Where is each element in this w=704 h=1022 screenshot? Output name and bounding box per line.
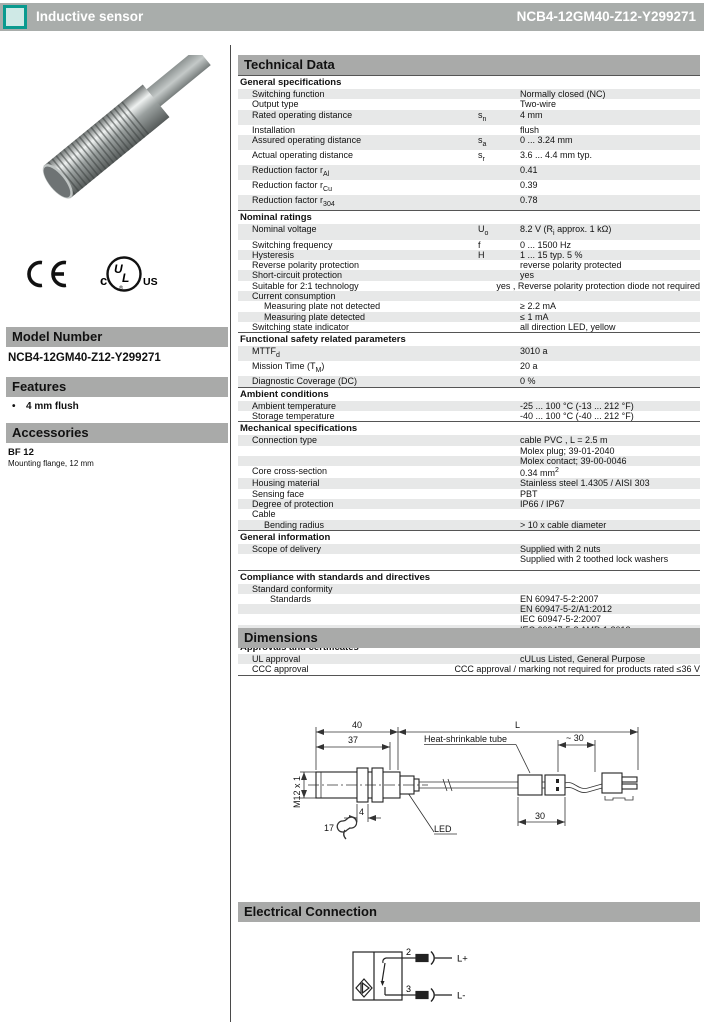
- spec-row-line: Suitable for 2:1 technology yes , Reverse polarity protection diode not required: [252, 280, 700, 291]
- features-header: Features: [6, 377, 228, 397]
- bullet-icon: •: [12, 401, 16, 412]
- l-minus-label: L-: [457, 990, 466, 1002]
- sensor-outline: [308, 768, 637, 802]
- crimp-contact-3: [416, 992, 428, 999]
- svg-text:U: U: [114, 262, 123, 276]
- ul-us-label: US: [143, 276, 158, 288]
- sensor-body: [38, 55, 220, 203]
- dim-4-label: 4: [359, 807, 365, 817]
- accessory-description: Mounting flange, 12 mm: [8, 459, 94, 468]
- cable-end-sleeve: [545, 775, 565, 795]
- pin-2-label: 2: [406, 947, 412, 957]
- l-plus-label: L+: [457, 953, 468, 965]
- spec-row-line: Reduction factor $r_{Cu}$ 0.39: [252, 180, 538, 194]
- spec-row-line: Actual operating distance $s_r$ 3.6 ... 4.4 mm typ.: [252, 150, 593, 163]
- spec-row-line: Core cross-section 0.34 $mm^2$: [252, 466, 559, 479]
- spec-section-header: Compliance with standards and directives: [238, 570, 700, 584]
- spec-row-line: Reverse polarity protection reverse polarity protected: [252, 260, 622, 271]
- spec-section-header: Functional safety related parameters: [238, 332, 700, 346]
- electrical-connection-header: Electrical Connection: [238, 902, 700, 922]
- spec-section-header: Ambient conditions: [238, 387, 700, 401]
- technical-data-section: [238, 55, 700, 676]
- ul-mark-icon: [88, 252, 160, 298]
- dim-m12-label: M12 x 1: [292, 775, 302, 808]
- spec-row-line: $MTTF_d$ 3010 a: [238, 346, 700, 361]
- spec-row-line: Molex contact; 39-00-0046: [238, 456, 700, 466]
- wiring-diagram: [238, 935, 700, 1022]
- spec-row-line: Standards EN 60947-5-2:2007: [270, 593, 599, 604]
- page-title: Inductive sensor: [36, 9, 144, 24]
- model-number-header: Model Number: [6, 327, 228, 347]
- spec-row-line: Short-circuit protection yes: [238, 270, 700, 280]
- model-number-value: NCB4-12GM40-Z12-Y299271: [8, 352, 161, 364]
- dim-17-label: 17: [324, 823, 335, 833]
- spec-row-line: Installation flush: [252, 124, 540, 135]
- wrench-icon: [337, 817, 356, 839]
- dim-30-right-label: ~ 30: [566, 733, 584, 743]
- dim-40-label: 40: [352, 720, 363, 730]
- molex-connector: [602, 773, 622, 793]
- ce-mark-icon: [22, 258, 70, 294]
- crimp-contact-2: [416, 955, 428, 962]
- spec-row-line: Scope of delivery Supplied with 2 nuts: [238, 544, 700, 554]
- dim-30-label: 30: [535, 811, 546, 821]
- dimensions-header: Dimensions: [238, 628, 700, 648]
- spec-row-line: UL approval cULus Listed, General Purpose: [238, 654, 700, 664]
- technical-data-header: Technical Data: [238, 55, 700, 75]
- spec-row-line: Cable: [252, 509, 276, 520]
- svg-text:L: L: [122, 271, 130, 285]
- spec-row-line: Bending radius > 10 x cable diameter: [238, 520, 700, 530]
- column-divider: [230, 45, 231, 1022]
- electrical-connection-section: [238, 902, 700, 922]
- spec-row-line: Output type Two-wire: [252, 99, 557, 110]
- spec-row-line: Ambient temperature -25 ... 100 °C (-13 ... 212 °F): [238, 401, 700, 411]
- led-label: LED: [434, 824, 452, 834]
- ul-c-label: c: [100, 273, 108, 288]
- spec-row-line: Supplied with 2 toothed lock washers: [520, 554, 669, 565]
- spec-row-line: Rated operating distance $s_n$ 4 mm: [238, 110, 700, 125]
- spec-section-header: Mechanical specifications: [238, 421, 700, 435]
- spec-row-line: Switching function Normally closed (NC): [238, 89, 700, 99]
- feature-text: 4 mm flush: [26, 401, 79, 412]
- dimensions-section: [238, 628, 700, 648]
- spec-row-line: Storage temperature -40 ... 100 °C (-40 ... 212 °F): [252, 411, 634, 421]
- spec-row-line: Molex plug; 39-01-2040: [520, 445, 615, 456]
- spec-row-line: IEC 60947-5-2:2007: [520, 614, 602, 625]
- spec-row-line: Diagnostic Coverage (DC) 0 %: [238, 376, 700, 386]
- spec-section-header: General information: [238, 530, 700, 544]
- page-header: [0, 3, 704, 31]
- spec-row-line: Sensing face PBT: [252, 488, 538, 499]
- spec-row-line: Hysteresis H 1 ... 15 typ. 5 %: [238, 250, 700, 260]
- dimension-drawing: [238, 680, 700, 860]
- svg-text:®: ®: [119, 285, 124, 292]
- spec-row-line: Assured operating distance $s_a$ 0 ... 3.24 mm: [238, 135, 700, 150]
- spec-row-line: Mission Time $(T_M)$ 20 a: [252, 361, 538, 375]
- spec-row-line: CCC approval CCC approval / marking not required for products rated ≤36 V: [252, 664, 700, 675]
- spec-row-line: Measuring plate detected ≤ 1 mA: [238, 312, 700, 322]
- spec-row-line: Connection type cable PVC , L = 2.5 m: [238, 435, 700, 445]
- spec-row-line: Housing material Stainless steel 1.4305 / AISI 303: [238, 478, 700, 488]
- spec-row-line: Degree of protection IP66 / IP67: [238, 499, 700, 509]
- dim-37-label: 37: [348, 735, 359, 745]
- header-model-number: NCB4-12GM40-Z12-Y299271: [516, 9, 696, 24]
- spec-section-header: General specifications: [238, 75, 700, 89]
- heat-shrinkable-tube-label: Heat-shrinkable tube: [424, 734, 508, 744]
- spec-row-line: Switching frequency f 0 ... 1500 Hz: [252, 239, 572, 250]
- spec-row-line: Reduction factor $r_{Al}$ 0.41: [238, 165, 700, 180]
- spec-row-line: Measuring plate not detected ≥ 2.2 mA: [264, 301, 556, 312]
- spec-row-line: EN 60947-5-2/A1:2012: [238, 604, 700, 614]
- spec-section-header: Nominal ratings: [238, 210, 700, 224]
- accessory-name: BF 12: [8, 447, 34, 458]
- pin-3-label: 3: [406, 984, 412, 994]
- dim-L-label: L: [515, 720, 521, 730]
- feature-item: [12, 401, 79, 412]
- spec-row-line: Switching state indicator all direction LED, yellow: [252, 321, 616, 332]
- spec-table: [238, 75, 700, 676]
- spec-row-line: Current consumption: [238, 291, 700, 301]
- brand-logo-icon: [3, 5, 27, 29]
- spec-row-line: Nominal voltage $U_o$ 8.2 V ($R_i$ approx. 1 kΩ): [238, 224, 700, 239]
- spec-row-line: Reduction factor $r_{304}$ 0.78: [238, 195, 700, 210]
- heat-shrink-tube: [518, 775, 542, 795]
- spec-row-line: Standard conformity: [238, 584, 700, 594]
- accessories-header: Accessories: [6, 423, 228, 443]
